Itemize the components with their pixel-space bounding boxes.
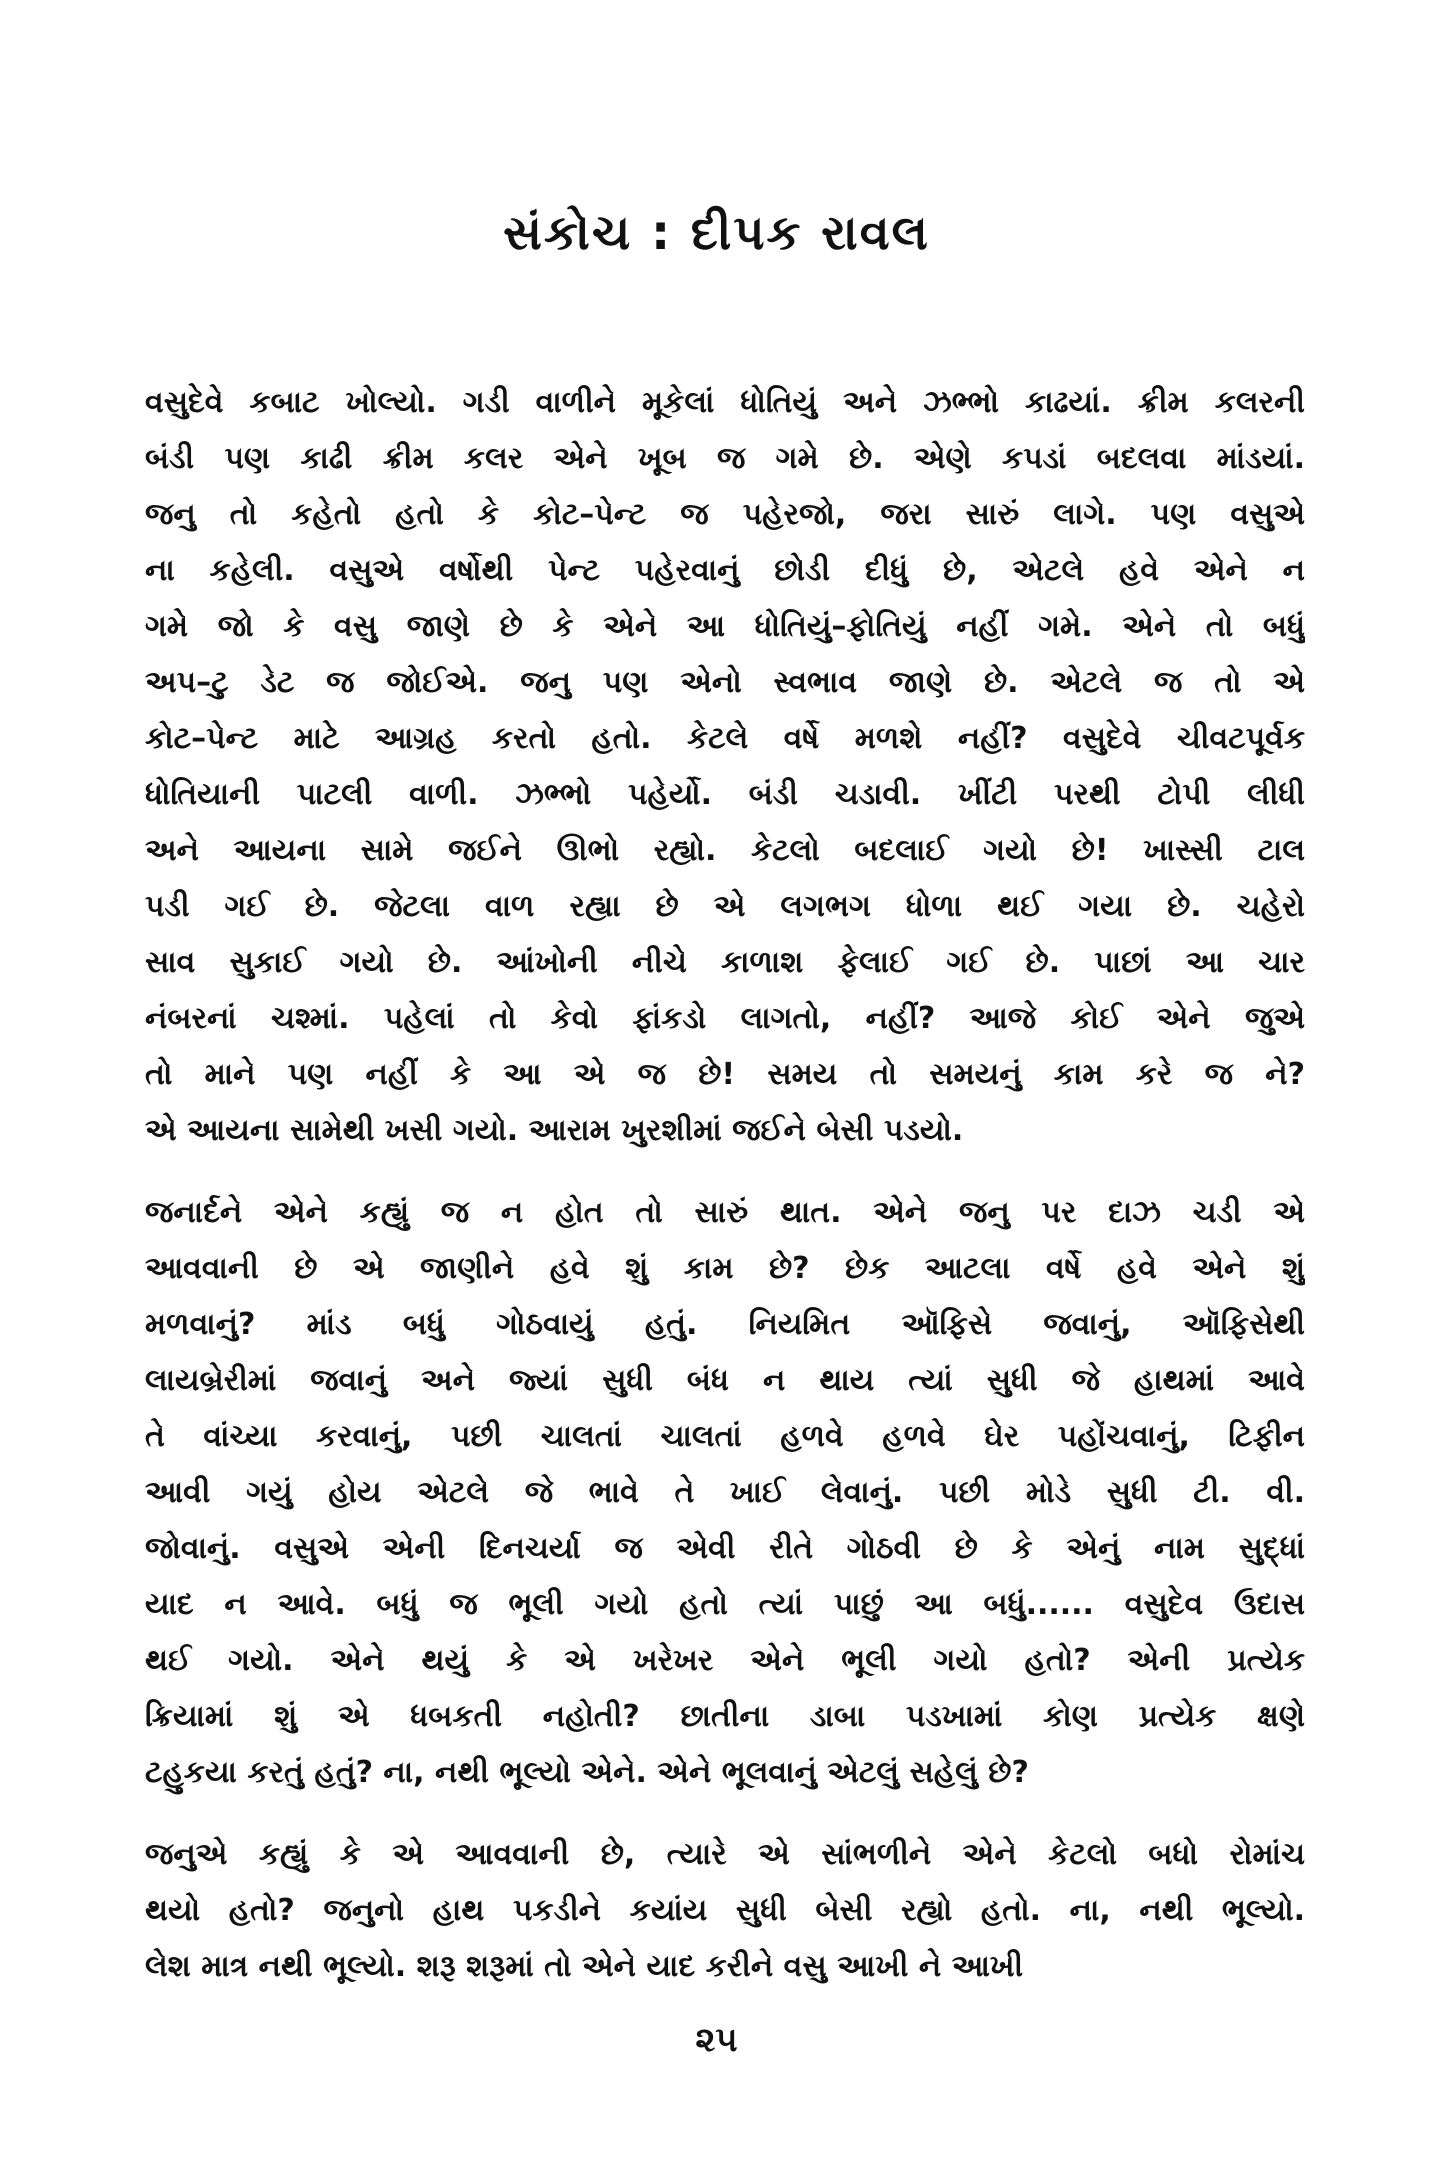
text-line: બંડી પણ કાઢી ક્રીમ કલર એને ખૂબ જ ગમે છે. એણે કપડાં બદલવા માંડયાં.	[145, 441, 1305, 476]
text-line: નંબરનાં ચશ્માં. પહેલાં તો કેવો ફાંકડો લાગતો, નહીં? આજે કોઈ એને જુએ	[145, 1001, 1305, 1036]
text-line: પડી ગઈ છે. જેટલા વાળ રહ્યા છે એ લગભગ ધોળા થઈ ગયા છે. ચહેરો	[145, 889, 1305, 924]
text-line: મળવાનું? માંડ બધું ગોઠવાયું હતું. નિયમિત ઑફિસે જવાનું, ઑફિસેથી	[145, 1307, 1305, 1342]
text-line: થઈ ગયો. એને થયું કે એ ખરેખર એને ભૂલી ગયો હતો? એની પ્રત્યેક	[145, 1643, 1305, 1678]
text-line: ગમે જો કે વસુ જાણે છે કે એને આ ધોતિયું–ફોતિયું નહીં ગમે. એને તો બધું	[145, 609, 1305, 644]
paragraph	[145, 375, 1305, 1159]
paragraph	[145, 1185, 1305, 1801]
text-line: જોવાનું. વસુએ એની દિનચર્યા જ એવી રીતે ગોઠવી છે કે એનું નામ સુદ્ધાં	[145, 1531, 1305, 1566]
text-line: તે વાંચ્યા કરવાનું, પછી ચાલતાં ચાલતાં હળવે હળવે ઘેર પહોંચવાનું, ટિફીન	[145, 1419, 1305, 1454]
paragraph	[145, 1827, 1305, 1995]
text-line: એ આયના સામેથી ખસી ગયો. આરામ ખુરશીમાં જઈને બેસી પડયો.	[145, 1113, 964, 1148]
text-line: કોટ–પેન્ટ માટે આગ્રહ કરતો હતો. કેટલે વર્ષે મળશે નહીં? વસુદેવે ચીવટપૂર્વક	[145, 721, 1305, 756]
text-line: વસુદેવે કબાટ ખોલ્યો. ગડી વાળીને મૂકેલાં ધોતિયું અને ઝભ્ભો કાઢયાં. ક્રીમ કલરની	[145, 385, 1305, 420]
text-line: અપ–ટુ ડેટ જ જોઈએ. જનુ પણ એનો સ્વભાવ જાણે છે. એટલે જ તો એ	[145, 665, 1305, 700]
text-line: લેશ માત્ર નથી ભૂલ્યો. શરૂ શરૂમાં તો એને યાદ કરીને વસુ આખી ને આખી	[145, 1949, 1024, 1984]
text-line: આવવાની છે એ જાણીને હવે શું કામ છે? છેક આટલા વર્ષે હવે એને શું	[145, 1251, 1305, 1286]
text-line: જનુ તો કહેતો હતો કે કોટ–પેન્ટ જ પહેરજો, જરા સારું લાગે. પણ વસુએ	[145, 497, 1305, 532]
text-line: ટહુકયા કરતું હતું? ના, નથી ભૂલ્યો એને. એને ભૂલવાનું એટલું સહેલું છે?	[145, 1755, 1029, 1790]
text-line: જનુએ કહ્યું કે એ આવવાની છે, ત્યારે એ સાંભળીને એને કેટલો બધો રોમાંચ	[145, 1837, 1305, 1872]
text-line: આવી ગયું હોય એટલે જે ભાવે તે ખાઈ લેવાનું. પછી મોડે સુધી ટી. વી.	[145, 1475, 1305, 1510]
text-line: અને આયના સામે જઈને ઊભો રહ્યો. કેટલો બદલાઈ ગયો છે! ખાસ્સી ટાલ	[145, 833, 1305, 868]
page-title: સંકોચ : દીપક રાવલ	[503, 205, 930, 261]
text-line: તો માને પણ નહીં કે આ એ જ છે! સમય તો સમયનું કામ કરે જ ને?	[145, 1057, 1305, 1092]
text-line: ના કહેલી. વસુએ વર્ષોથી પેન્ટ પહેરવાનું છોડી દીધું છે, એટલે હવે એને ન	[145, 553, 1305, 588]
page-number: ૨૫	[695, 2020, 738, 2060]
text-line: યાદ ન આવે. બધું જ ભૂલી ગયો હતો ત્યાં પાછું આ બધું...... વસુદેવ ઉદાસ	[145, 1587, 1305, 1622]
text-line: ક્રિયામાં શું એ ધબકતી નહોતી? છાતીના ડાબા પડખામાં કોણ પ્રત્યેક ક્ષણે	[145, 1699, 1305, 1734]
text-line: ધોતિયાની પાટલી વાળી. ઝભ્ભો પહેર્યો. બંડી ચડાવી. ખીંટી પરથી ટોપી લીધી	[145, 777, 1305, 812]
text-line: જનાર્દને એને કહ્યું જ ન હોત તો સારું થાત. એને જનુ પર દાઝ ચડી એ	[145, 1195, 1305, 1230]
body-text	[145, 375, 1305, 2021]
text-line: થયો હતો? જનુનો હાથ પકડીને કયાંય સુધી બેસી રહ્યો હતો. ના, નથી ભૂલ્યો.	[145, 1893, 1305, 1928]
text-line: સાવ સુકાઈ ગયો છે. આંખોની નીચે કાળાશ ફેલાઈ ગઈ છે. પાછાં આ ચાર	[145, 945, 1305, 980]
text-line: લાયબ્રેરીમાં જવાનું અને જ્યાં સુધી બંધ ન થાય ત્યાં સુધી જે હાથમાં આવે	[145, 1363, 1305, 1398]
